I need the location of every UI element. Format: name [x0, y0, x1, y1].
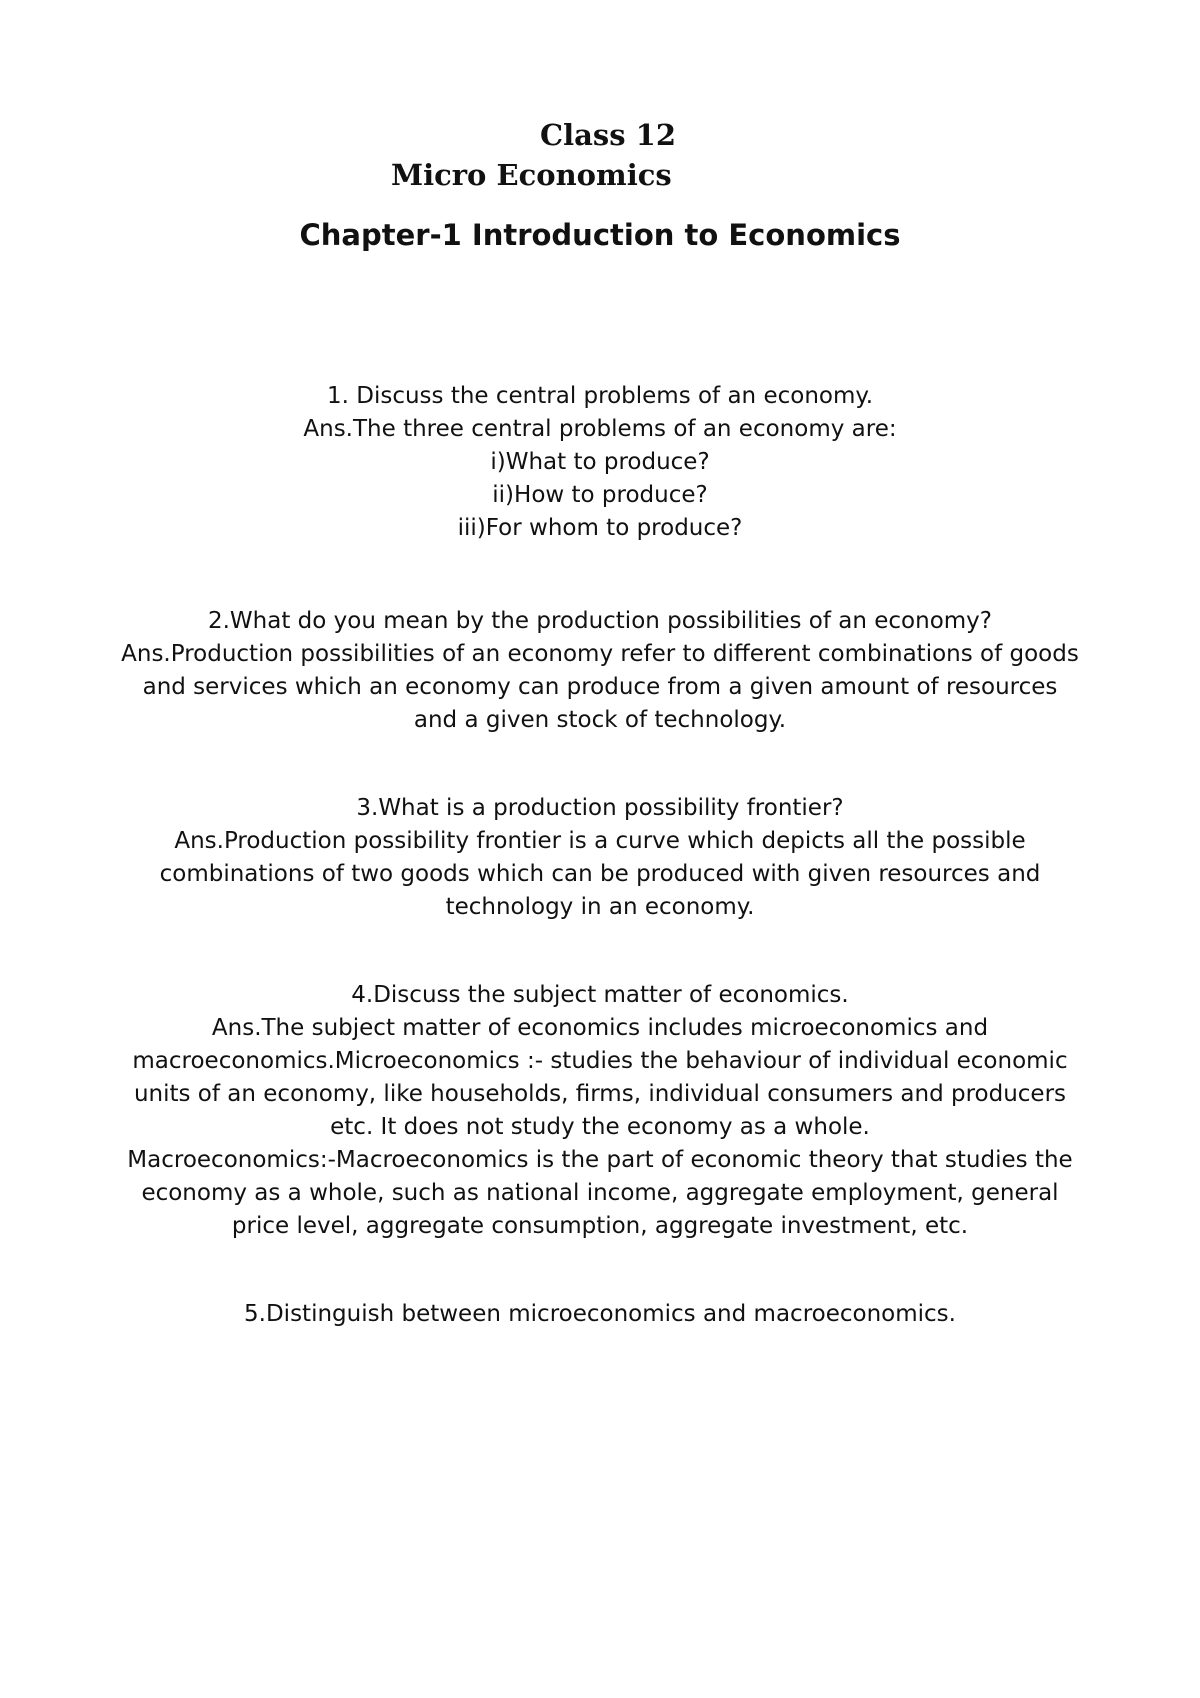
- answer-4-macro-paragraph: Macroeconomics:-Macroeconomics is the part of economic theory that studies the economy as a whole, such as national income, aggregate employment, general price level, aggregate consumption, aggregate investment, etc.: [127, 1147, 1073, 1239]
- answer-4: Ans.The subject matter of economics includes microeconomics and macroeconomics.Microeconomics :- studies the behaviour of individual economic units of an economy, like households, firms, individual consumers and producers etc. It does not study the economy as a whole.: [132, 1015, 1068, 1140]
- question-1: 1. Discuss the central problems of an economy.: [326, 383, 874, 409]
- question-4: 4.Discuss the subject matter of economics.: [351, 982, 849, 1008]
- qa-content: [120, 380, 1080, 1331]
- question-3: 3.What is a production possibility frontier?: [356, 795, 844, 821]
- class-title: Class 12: [540, 118, 676, 152]
- answer-1-item-3: iii)For whom to produce?: [457, 515, 743, 541]
- subject-title: Micro Economics: [391, 158, 672, 192]
- answer-2: Ans.Production possibilities of an economy refer to different combinations of goods and services which an economy can produce from a given amount of resources and a given stock of technology.: [121, 641, 1079, 733]
- answer-1: Ans.The three central problems of an economy are:: [303, 416, 897, 442]
- answer-3: Ans.Production possibility frontier is a curve which depicts all the possible combinations of two goods which can be produced with given resources and technology in an economy.: [159, 828, 1041, 920]
- question-5: 5.Distinguish between microeconomics and macroeconomics.: [244, 1301, 956, 1327]
- answer-1-item-2: ii)How to produce?: [492, 482, 708, 508]
- answer-1-item-1: i)What to produce?: [490, 449, 710, 475]
- question-2: 2.What do you mean by the production possibilities of an economy?: [207, 608, 993, 634]
- chapter-title: Chapter-1 Introduction to Economics: [299, 218, 901, 252]
